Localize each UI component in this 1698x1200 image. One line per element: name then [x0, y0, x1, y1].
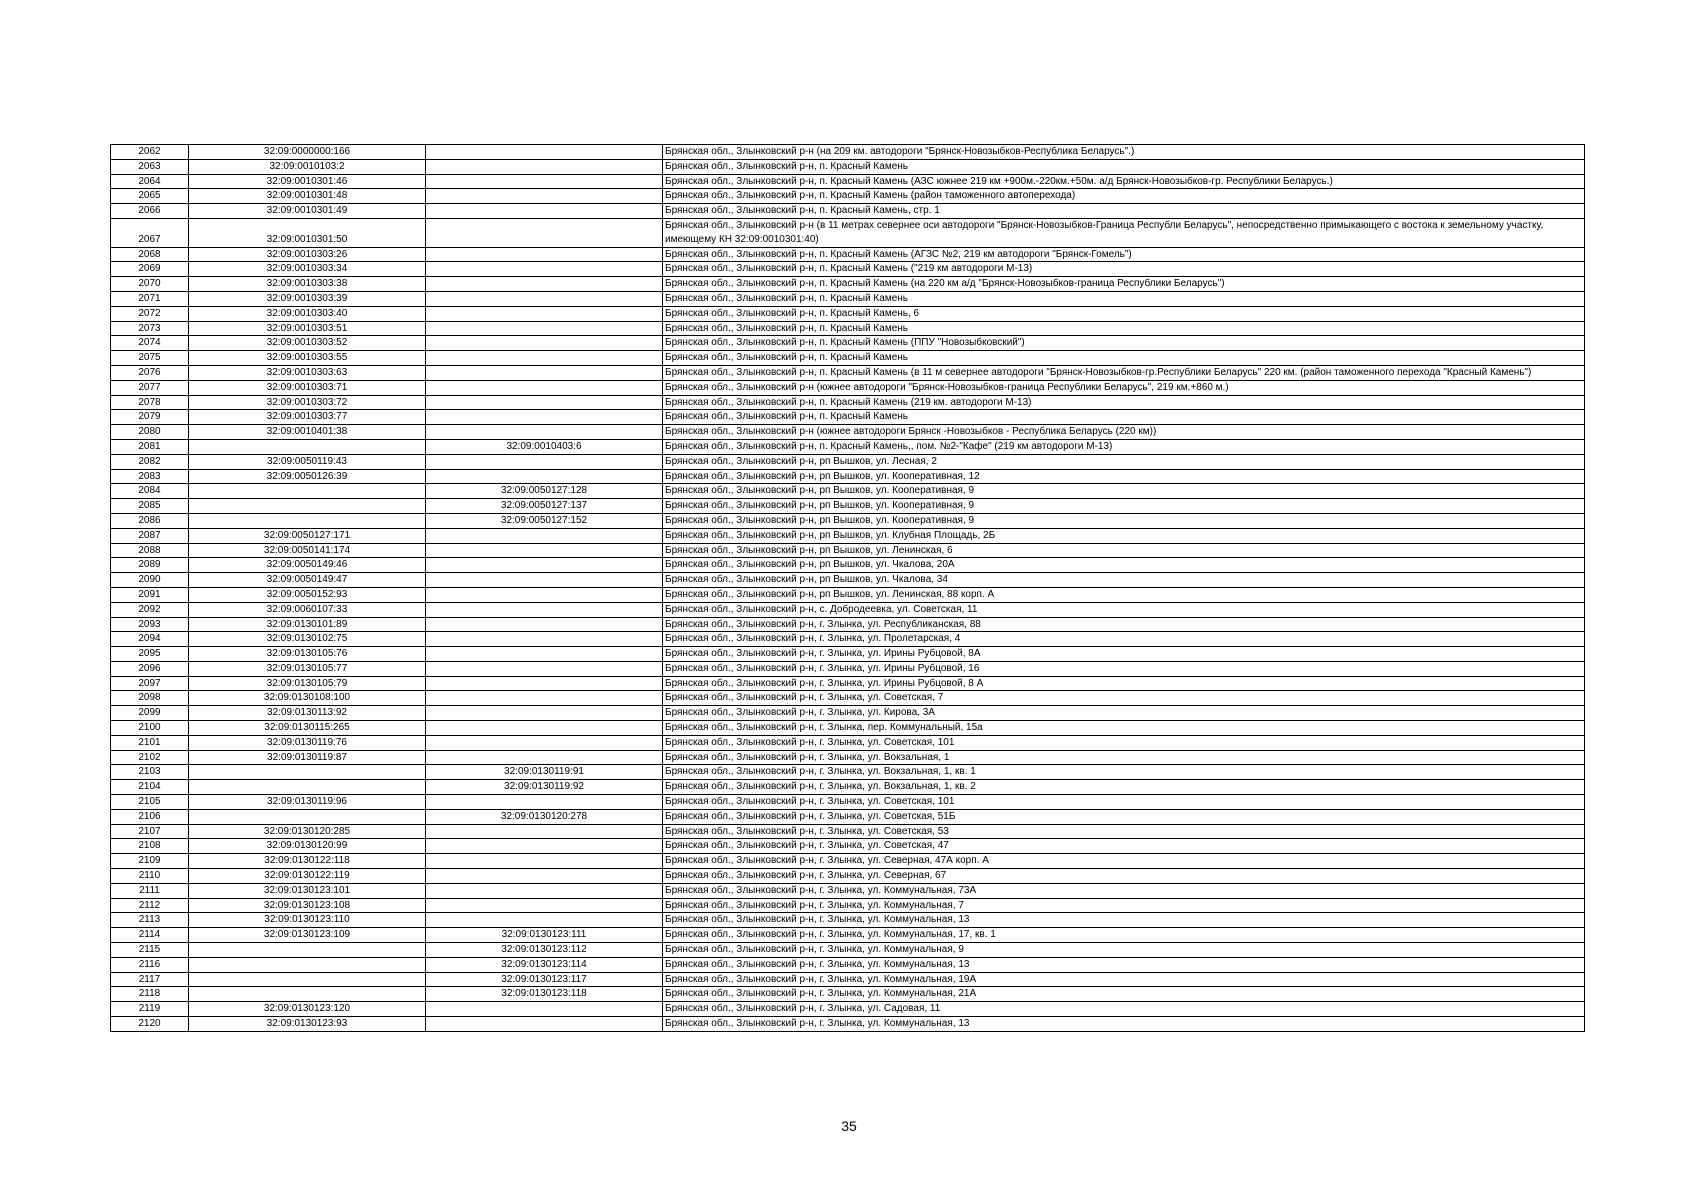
row-number-cell: 2078 — [111, 395, 189, 410]
cadastral-sub-number-cell — [426, 1017, 663, 1032]
address-cell: Брянская обл., Злынковский р-н, п. Красный Камень (219 км. автодороги М-13) — [663, 395, 1585, 410]
table-row — [111, 780, 1585, 795]
table-row — [111, 543, 1585, 558]
cadastral-sub-number-cell — [426, 824, 663, 839]
address-cell: Брянская обл., Злынковский р-н, рп Вышков, ул. Чкалова, 20А — [663, 558, 1585, 573]
cadastral-sub-number-cell — [426, 425, 663, 440]
address-cell: Брянская обл., Злынковский р-н, г. Злынка, ул. Советская, 101 — [663, 795, 1585, 810]
address-cell: Брянская обл., Злынковский р-н, рп Вышков, ул. Ленинская, 6 — [663, 543, 1585, 558]
address-cell: Брянская обл., Злынковский р-н, г. Злынка, ул. Коммунальная, 7 — [663, 898, 1585, 913]
table-row — [111, 262, 1585, 277]
address-cell: Брянская обл., Злынковский р-н, п. Красный Камень, 6 — [663, 306, 1585, 321]
table-row — [111, 898, 1585, 913]
cadastral-sub-number-cell — [426, 869, 663, 884]
cadastral-number-cell: 32:09:0050149:46 — [189, 558, 426, 573]
table-row — [111, 528, 1585, 543]
cadastral-number-cell: 32:09:0050141:174 — [189, 543, 426, 558]
table-row — [111, 839, 1585, 854]
address-cell: Брянская обл., Злынковский р-н, г. Злынка, ул. Пролетарская, 4 — [663, 632, 1585, 647]
row-number-cell: 2064 — [111, 174, 189, 189]
address-cell: Брянская обл., Злынковский р-н (в 11 метрах севернее оси автодороги "Брянск-Новозыбков-Граница Республи Беларусь", непосредственно примыкающего с востока к земельному участку, имеющему КН 32:09:0010301:40) — [663, 218, 1585, 247]
table-row — [111, 765, 1585, 780]
address-cell: Брянская обл., Злынковский р-н, рп Вышков, ул. Клубная Площадь, 2Б — [663, 528, 1585, 543]
cadastral-number-cell: 32:09:0130113:92 — [189, 706, 426, 721]
row-number-cell: 2077 — [111, 380, 189, 395]
cadastral-sub-number-cell — [426, 750, 663, 765]
table-row — [111, 365, 1585, 380]
row-number-cell: 2111 — [111, 883, 189, 898]
address-cell: Брянская обл., Злынковский р-н, рп Вышков, ул. Чкалова, 34 — [663, 573, 1585, 588]
cadastral-number-cell: 32:09:0010303:34 — [189, 262, 426, 277]
cadastral-sub-number-cell: 32:09:0130119:92 — [426, 780, 663, 795]
address-cell: Брянская обл., Злынковский р-н, г. Злынка, ул. Советская, 51Б — [663, 809, 1585, 824]
cadastral-number-cell — [189, 439, 426, 454]
cadastral-number-cell: 32:09:0000000:166 — [189, 145, 426, 160]
address-cell: Брянская обл., Злынковский р-н, г. Злынка, ул. Северная, 67 — [663, 869, 1585, 884]
address-cell: Брянская обл., Злынковский р-н, г. Злынка, ул. Коммунальная, 13 — [663, 913, 1585, 928]
table-row — [111, 647, 1585, 662]
cadastral-number-cell — [189, 809, 426, 824]
cadastral-sub-number-cell — [426, 617, 663, 632]
address-cell: Брянская обл., Злынковский р-н, г. Злынка, ул. Вокзальная, 1 — [663, 750, 1585, 765]
address-cell: Брянская обл., Злынковский р-н, г. Злынка, ул. Ирины Рубцовой, 16 — [663, 661, 1585, 676]
address-cell: Брянская обл., Злынковский р-н, п. Красный Камень (АГЗС №2, 219 км автодороги "Брянск-Гомель") — [663, 247, 1585, 262]
table-row — [111, 735, 1585, 750]
row-number-cell: 2074 — [111, 336, 189, 351]
row-number-cell: 2090 — [111, 573, 189, 588]
cadastral-number-cell: 32:09:0130120:285 — [189, 824, 426, 839]
table-row — [111, 972, 1585, 987]
cadastral-sub-number-cell — [426, 454, 663, 469]
cadastral-sub-number-cell — [426, 602, 663, 617]
cadastral-sub-number-cell — [426, 395, 663, 410]
cadastral-number-cell: 32:09:0130101:89 — [189, 617, 426, 632]
address-cell: Брянская обл., Злынковский р-н, г. Злынка, ул. Вокзальная, 1, кв. 2 — [663, 780, 1585, 795]
row-number-cell: 2062 — [111, 145, 189, 160]
address-cell: Брянская обл., Злынковский р-н, г. Злынка, ул. Республиканская, 88 — [663, 617, 1585, 632]
cadastral-number-cell — [189, 499, 426, 514]
address-cell: Брянская обл., Злынковский р-н, г. Злынка, ул. Советская, 53 — [663, 824, 1585, 839]
cadastral-number-cell: 32:09:0130108:100 — [189, 691, 426, 706]
table-row — [111, 469, 1585, 484]
row-number-cell: 2083 — [111, 469, 189, 484]
cadastral-number-cell: 32:09:0050119:43 — [189, 454, 426, 469]
cadastral-number-cell: 32:09:0130120:99 — [189, 839, 426, 854]
cadastral-sub-number-cell — [426, 351, 663, 366]
cadastral-number-cell — [189, 957, 426, 972]
table-row — [111, 395, 1585, 410]
address-cell: Брянская обл., Злынковский р-н, г. Злынка, ул. Вокзальная, 1, кв. 1 — [663, 765, 1585, 780]
cadastral-sub-number-cell: 32:09:0130123:117 — [426, 972, 663, 987]
cadastral-sub-number-cell — [426, 691, 663, 706]
table-row — [111, 883, 1585, 898]
cadastral-number-cell: 32:09:0010301:49 — [189, 204, 426, 219]
address-cell: Брянская обл., Злынковский р-н, п. Красный Камень, стр. 1 — [663, 204, 1585, 219]
cadastral-sub-number-cell — [426, 159, 663, 174]
table-row — [111, 425, 1585, 440]
row-number-cell: 2107 — [111, 824, 189, 839]
cadastral-sub-number-cell — [426, 321, 663, 336]
row-number-cell: 2066 — [111, 204, 189, 219]
cadastral-number-cell: 32:09:0050149:47 — [189, 573, 426, 588]
cadastral-number-cell: 32:09:0010303:63 — [189, 365, 426, 380]
table-row — [111, 439, 1585, 454]
address-cell: Брянская обл., Злынковский р-н, г. Злынка, ул. Коммунальная, 13 — [663, 1017, 1585, 1032]
table-row — [111, 321, 1585, 336]
address-cell: Брянская обл., Злынковский р-н, г. Злынка, ул. Коммунальная, 9 — [663, 943, 1585, 958]
cadastral-number-cell: 32:09:0130105:79 — [189, 676, 426, 691]
cadastral-sub-number-cell — [426, 883, 663, 898]
table-row — [111, 499, 1585, 514]
table-row — [111, 824, 1585, 839]
table-row — [111, 721, 1585, 736]
row-number-cell: 2103 — [111, 765, 189, 780]
row-number-cell: 2106 — [111, 809, 189, 824]
row-number-cell: 2091 — [111, 587, 189, 602]
table-row — [111, 336, 1585, 351]
row-number-cell: 2092 — [111, 602, 189, 617]
address-cell: Брянская обл., Злынковский р-н, рп Вышков, ул. Кооперативная, 12 — [663, 469, 1585, 484]
cadastral-number-cell: 32:09:0130123:109 — [189, 928, 426, 943]
address-cell: Брянская обл., Злынковский р-н, рп Вышков, ул. Ленинская, 88 корп. А — [663, 587, 1585, 602]
cadastral-sub-number-cell — [426, 174, 663, 189]
address-cell: Брянская обл., Злынковский р-н, рп Вышков, ул. Кооперативная, 9 — [663, 499, 1585, 514]
address-cell: Брянская обл., Злынковский р-н, г. Злынка, ул. Советская, 101 — [663, 735, 1585, 750]
cadastral-number-cell: 32:09:0130105:76 — [189, 647, 426, 662]
table-row — [111, 632, 1585, 647]
row-number-cell: 2073 — [111, 321, 189, 336]
address-cell: Брянская обл., Злынковский р-н (на 209 км. автодороги "Брянск-Новозыбков-Республика Беларусь".) — [663, 145, 1585, 160]
row-number-cell: 2115 — [111, 943, 189, 958]
cadastral-number-cell: 32:09:0010303:72 — [189, 395, 426, 410]
table-row — [111, 159, 1585, 174]
row-number-cell: 2113 — [111, 913, 189, 928]
row-number-cell: 2082 — [111, 454, 189, 469]
registry-table-body — [111, 145, 1585, 1032]
table-row — [111, 602, 1585, 617]
cadastral-sub-number-cell — [426, 632, 663, 647]
address-cell: Брянская обл., Злынковский р-н, г. Злынка, ул. Коммунальная, 21А — [663, 987, 1585, 1002]
table-row — [111, 291, 1585, 306]
row-number-cell: 2084 — [111, 484, 189, 499]
cadastral-sub-number-cell — [426, 839, 663, 854]
row-number-cell: 2101 — [111, 735, 189, 750]
cadastral-sub-number-cell — [426, 380, 663, 395]
cadastral-sub-number-cell: 32:09:0050127:152 — [426, 513, 663, 528]
address-cell: Брянская обл., Злынковский р-н, п. Красный Камень (район таможенного автоперехода) — [663, 189, 1585, 204]
table-row — [111, 854, 1585, 869]
cadastral-sub-number-cell — [426, 854, 663, 869]
table-row — [111, 558, 1585, 573]
cadastral-sub-number-cell — [426, 587, 663, 602]
cadastral-number-cell: 32:09:0010303:55 — [189, 351, 426, 366]
address-cell: Брянская обл., Злынковский р-н, п. Красный Камень — [663, 321, 1585, 336]
table-row — [111, 484, 1585, 499]
cadastral-sub-number-cell — [426, 795, 663, 810]
cadastral-number-cell: 32:09:0010303:38 — [189, 277, 426, 292]
row-number-cell: 2116 — [111, 957, 189, 972]
cadastral-number-cell — [189, 780, 426, 795]
cadastral-number-cell: 32:09:0050152:93 — [189, 587, 426, 602]
cadastral-number-cell: 32:09:0010303:71 — [189, 380, 426, 395]
row-number-cell: 2098 — [111, 691, 189, 706]
cadastral-number-cell: 32:09:0130123:120 — [189, 1002, 426, 1017]
row-number-cell: 2097 — [111, 676, 189, 691]
cadastral-number-cell: 32:09:0130123:93 — [189, 1017, 426, 1032]
cadastral-number-cell: 32:09:0010103:2 — [189, 159, 426, 174]
table-row — [111, 351, 1585, 366]
cadastral-number-cell: 32:09:0010301:48 — [189, 189, 426, 204]
cadastral-number-cell: 32:09:0130123:101 — [189, 883, 426, 898]
address-cell: Брянская обл., Злынковский р-н, г. Злынка, ул. Коммунальная, 13 — [663, 957, 1585, 972]
table-row — [111, 706, 1585, 721]
cadastral-number-cell: 32:09:0130123:108 — [189, 898, 426, 913]
table-row — [111, 957, 1585, 972]
table-row — [111, 661, 1585, 676]
row-number-cell: 2100 — [111, 721, 189, 736]
cadastral-sub-number-cell: 32:09:0130123:112 — [426, 943, 663, 958]
table-row — [111, 1002, 1585, 1017]
row-number-cell: 2114 — [111, 928, 189, 943]
row-number-cell: 2110 — [111, 869, 189, 884]
table-row — [111, 617, 1585, 632]
table-row — [111, 410, 1585, 425]
row-number-cell: 2088 — [111, 543, 189, 558]
cadastral-number-cell: 32:09:0130119:76 — [189, 735, 426, 750]
row-number-cell: 2117 — [111, 972, 189, 987]
row-number-cell: 2067 — [111, 218, 189, 247]
row-number-cell: 2120 — [111, 1017, 189, 1032]
cadastral-number-cell: 32:09:0010303:39 — [189, 291, 426, 306]
table-row — [111, 943, 1585, 958]
cadastral-sub-number-cell: 32:09:0010403:6 — [426, 439, 663, 454]
cadastral-number-cell — [189, 765, 426, 780]
cadastral-sub-number-cell — [426, 189, 663, 204]
table-row — [111, 587, 1585, 602]
table-row — [111, 928, 1585, 943]
cadastral-number-cell — [189, 943, 426, 958]
cadastral-sub-number-cell: 32:09:0050127:137 — [426, 499, 663, 514]
cadastral-sub-number-cell — [426, 365, 663, 380]
address-cell: Брянская обл., Злынковский р-н (южнее автодороги "Брянск-Новозыбков-граница Республики Беларусь", 219 км.+860 м.) — [663, 380, 1585, 395]
address-cell: Брянская обл., Злынковский р-н, п. Красный Камень — [663, 410, 1585, 425]
cadastral-sub-number-cell — [426, 218, 663, 247]
cadastral-sub-number-cell — [426, 306, 663, 321]
row-number-cell: 2070 — [111, 277, 189, 292]
cadastral-number-cell — [189, 987, 426, 1002]
cadastral-sub-number-cell: 32:09:0130119:91 — [426, 765, 663, 780]
row-number-cell: 2079 — [111, 410, 189, 425]
table-row — [111, 204, 1585, 219]
table-row — [111, 869, 1585, 884]
cadastral-number-cell: 32:09:0010401:38 — [189, 425, 426, 440]
address-cell: Брянская обл., Злынковский р-н, рп Вышков, ул. Кооперативная, 9 — [663, 484, 1585, 499]
table-row — [111, 691, 1585, 706]
address-cell: Брянская обл., Злынковский р-н, г. Злынка, ул. Северная, 47А корп. А — [663, 854, 1585, 869]
cadastral-number-cell: 32:09:0130119:87 — [189, 750, 426, 765]
table-row — [111, 306, 1585, 321]
address-cell: Брянская обл., Злынковский р-н, г. Злынка, ул. Коммунальная, 17, кв. 1 — [663, 928, 1585, 943]
table-row — [111, 174, 1585, 189]
table-row — [111, 573, 1585, 588]
cadastral-sub-number-cell — [426, 1002, 663, 1017]
cadastral-number-cell: 32:09:0130119:96 — [189, 795, 426, 810]
cadastral-number-cell: 32:09:0010301:50 — [189, 218, 426, 247]
cadastral-sub-number-cell — [426, 735, 663, 750]
cadastral-sub-number-cell — [426, 204, 663, 219]
row-number-cell: 2086 — [111, 513, 189, 528]
cadastral-sub-number-cell — [426, 247, 663, 262]
cadastral-number-cell: 32:09:0010303:51 — [189, 321, 426, 336]
cadastral-number-cell: 32:09:0010301:46 — [189, 174, 426, 189]
address-cell: Брянская обл., Злынковский р-н (южнее автодороги Брянск -Новозыбков - Республика Беларусь (220 км)) — [663, 425, 1585, 440]
address-cell: Брянская обл., Злынковский р-н, п. Красный Камень (в 11 м севернее автодороги "Брянск-Новозыбков-гр.Республики Беларусь" 220 км. (район таможенного перехода "Красный Камень") — [663, 365, 1585, 380]
cadastral-number-cell: 32:09:0050126:39 — [189, 469, 426, 484]
cadastral-sub-number-cell — [426, 528, 663, 543]
row-number-cell: 2069 — [111, 262, 189, 277]
row-number-cell: 2118 — [111, 987, 189, 1002]
cadastral-sub-number-cell — [426, 469, 663, 484]
cadastral-number-cell: 32:09:0010303:77 — [189, 410, 426, 425]
row-number-cell: 2075 — [111, 351, 189, 366]
address-cell: Брянская обл., Злынковский р-н, г. Злынка, ул. Советская, 47 — [663, 839, 1585, 854]
address-cell: Брянская обл., Злынковский р-н, п. Красный Камень (на 220 км а/д "Брянск-Новозыбков-граница Республики Беларусь") — [663, 277, 1585, 292]
table-row — [111, 277, 1585, 292]
row-number-cell: 2068 — [111, 247, 189, 262]
address-cell: Брянская обл., Злынковский р-н, п. Красный Камень,, пом. №2-"Кафе" (219 км автодороги М-13) — [663, 439, 1585, 454]
address-cell: Брянская обл., Злынковский р-н, с. Добродеевка, ул. Советская, 11 — [663, 602, 1585, 617]
address-cell: Брянская обл., Злынковский р-н, г. Злынка, ул. Ирины Рубцовой, 8 А — [663, 676, 1585, 691]
row-number-cell: 2080 — [111, 425, 189, 440]
table-row — [111, 795, 1585, 810]
cadastral-number-cell — [189, 513, 426, 528]
cadastral-sub-number-cell: 32:09:0130123:114 — [426, 957, 663, 972]
row-number-cell: 2096 — [111, 661, 189, 676]
table-row — [111, 454, 1585, 469]
row-number-cell: 2071 — [111, 291, 189, 306]
table-row — [111, 380, 1585, 395]
cadastral-sub-number-cell — [426, 336, 663, 351]
row-number-cell: 2119 — [111, 1002, 189, 1017]
cadastral-number-cell: 32:09:0130105:77 — [189, 661, 426, 676]
address-cell: Брянская обл., Злынковский р-н, г. Злынка, ул. Советская, 7 — [663, 691, 1585, 706]
table-row — [111, 913, 1585, 928]
table-row — [111, 750, 1585, 765]
row-number-cell: 2095 — [111, 647, 189, 662]
table-row — [111, 676, 1585, 691]
cadastral-sub-number-cell — [426, 145, 663, 160]
cadastral-sub-number-cell: 32:09:0130120:278 — [426, 809, 663, 824]
address-cell: Брянская обл., Злынковский р-н, г. Злынка, ул. Коммунальная, 73А — [663, 883, 1585, 898]
row-number-cell: 2093 — [111, 617, 189, 632]
registry-table — [110, 144, 1585, 1032]
address-cell: Брянская обл., Злынковский р-н, рп Вышков, ул. Лесная, 2 — [663, 454, 1585, 469]
address-cell: Брянская обл., Злынковский р-н, п. Красный Камень — [663, 351, 1585, 366]
address-cell: Брянская обл., Злынковский р-н, п. Красный Камень (ППУ "Новозыбковский") — [663, 336, 1585, 351]
cadastral-sub-number-cell — [426, 262, 663, 277]
cadastral-sub-number-cell — [426, 291, 663, 306]
row-number-cell: 2099 — [111, 706, 189, 721]
address-cell: Брянская обл., Злынковский р-н, п. Красный Камень ("219 км автодороги М-13) — [663, 262, 1585, 277]
table-row — [111, 987, 1585, 1002]
cadastral-sub-number-cell — [426, 721, 663, 736]
address-cell: Брянская обл., Злынковский р-н, п. Красный Камень (АЗС южнее 219 км +900м.-220км.+50м. а/д Брянск-Новозыбков-гр. Республики Беларусь.) — [663, 174, 1585, 189]
cadastral-number-cell: 32:09:0050127:171 — [189, 528, 426, 543]
cadastral-number-cell: 32:09:0130122:119 — [189, 869, 426, 884]
row-number-cell: 2108 — [111, 839, 189, 854]
address-cell: Брянская обл., Злынковский р-н, г. Злынка, ул. Ирины Рубцовой, 8А — [663, 647, 1585, 662]
address-cell: Брянская обл., Злынковский р-н, г. Злынка, ул. Кирова, 3А — [663, 706, 1585, 721]
row-number-cell: 2085 — [111, 499, 189, 514]
cadastral-sub-number-cell: 32:09:0130123:111 — [426, 928, 663, 943]
table-row — [111, 218, 1585, 247]
cadastral-number-cell — [189, 972, 426, 987]
cadastral-number-cell: 32:09:0130123:110 — [189, 913, 426, 928]
cadastral-number-cell — [189, 484, 426, 499]
page-number: 35 — [841, 1118, 857, 1134]
row-number-cell: 2109 — [111, 854, 189, 869]
cadastral-number-cell: 32:09:0130115:265 — [189, 721, 426, 736]
cadastral-sub-number-cell — [426, 913, 663, 928]
cadastral-sub-number-cell — [426, 410, 663, 425]
row-number-cell: 2063 — [111, 159, 189, 174]
cadastral-sub-number-cell — [426, 277, 663, 292]
cadastral-sub-number-cell — [426, 558, 663, 573]
row-number-cell: 2105 — [111, 795, 189, 810]
row-number-cell: 2089 — [111, 558, 189, 573]
cadastral-sub-number-cell — [426, 573, 663, 588]
cadastral-number-cell: 32:09:0130102:75 — [189, 632, 426, 647]
cadastral-number-cell: 32:09:0010303:40 — [189, 306, 426, 321]
row-number-cell: 2072 — [111, 306, 189, 321]
row-number-cell: 2104 — [111, 780, 189, 795]
cadastral-sub-number-cell: 32:09:0130123:118 — [426, 987, 663, 1002]
cadastral-sub-number-cell — [426, 543, 663, 558]
row-number-cell: 2081 — [111, 439, 189, 454]
address-cell: Брянская обл., Злынковский р-н, г. Злынка, ул. Садовая, 11 — [663, 1002, 1585, 1017]
row-number-cell: 2094 — [111, 632, 189, 647]
table-row — [111, 145, 1585, 160]
row-number-cell: 2112 — [111, 898, 189, 913]
row-number-cell: 2102 — [111, 750, 189, 765]
table-row — [111, 809, 1585, 824]
cadastral-sub-number-cell — [426, 676, 663, 691]
cadastral-sub-number-cell — [426, 647, 663, 662]
cadastral-sub-number-cell — [426, 706, 663, 721]
cadastral-number-cell: 32:09:0010303:52 — [189, 336, 426, 351]
cadastral-sub-number-cell — [426, 898, 663, 913]
cadastral-number-cell: 32:09:0010303:26 — [189, 247, 426, 262]
cadastral-sub-number-cell — [426, 661, 663, 676]
address-cell: Брянская обл., Злынковский р-н, г. Злынка, пер. Коммунальный, 15а — [663, 721, 1585, 736]
cadastral-sub-number-cell: 32:09:0050127:128 — [426, 484, 663, 499]
address-cell: Брянская обл., Злынковский р-н, г. Злынка, ул. Коммунальная, 19А — [663, 972, 1585, 987]
row-number-cell: 2076 — [111, 365, 189, 380]
table-row — [111, 1017, 1585, 1032]
cadastral-number-cell: 32:09:0130122:118 — [189, 854, 426, 869]
row-number-cell: 2065 — [111, 189, 189, 204]
table-row — [111, 513, 1585, 528]
table-row — [111, 247, 1585, 262]
address-cell: Брянская обл., Злынковский р-н, п. Красный Камень — [663, 291, 1585, 306]
row-number-cell: 2087 — [111, 528, 189, 543]
address-cell: Брянская обл., Злынковский р-н, п. Красный Камень — [663, 159, 1585, 174]
cadastral-number-cell: 32:09:0060107:33 — [189, 602, 426, 617]
table-row — [111, 189, 1585, 204]
address-cell: Брянская обл., Злынковский р-н, рп Вышков, ул. Кооперативная, 9 — [663, 513, 1585, 528]
